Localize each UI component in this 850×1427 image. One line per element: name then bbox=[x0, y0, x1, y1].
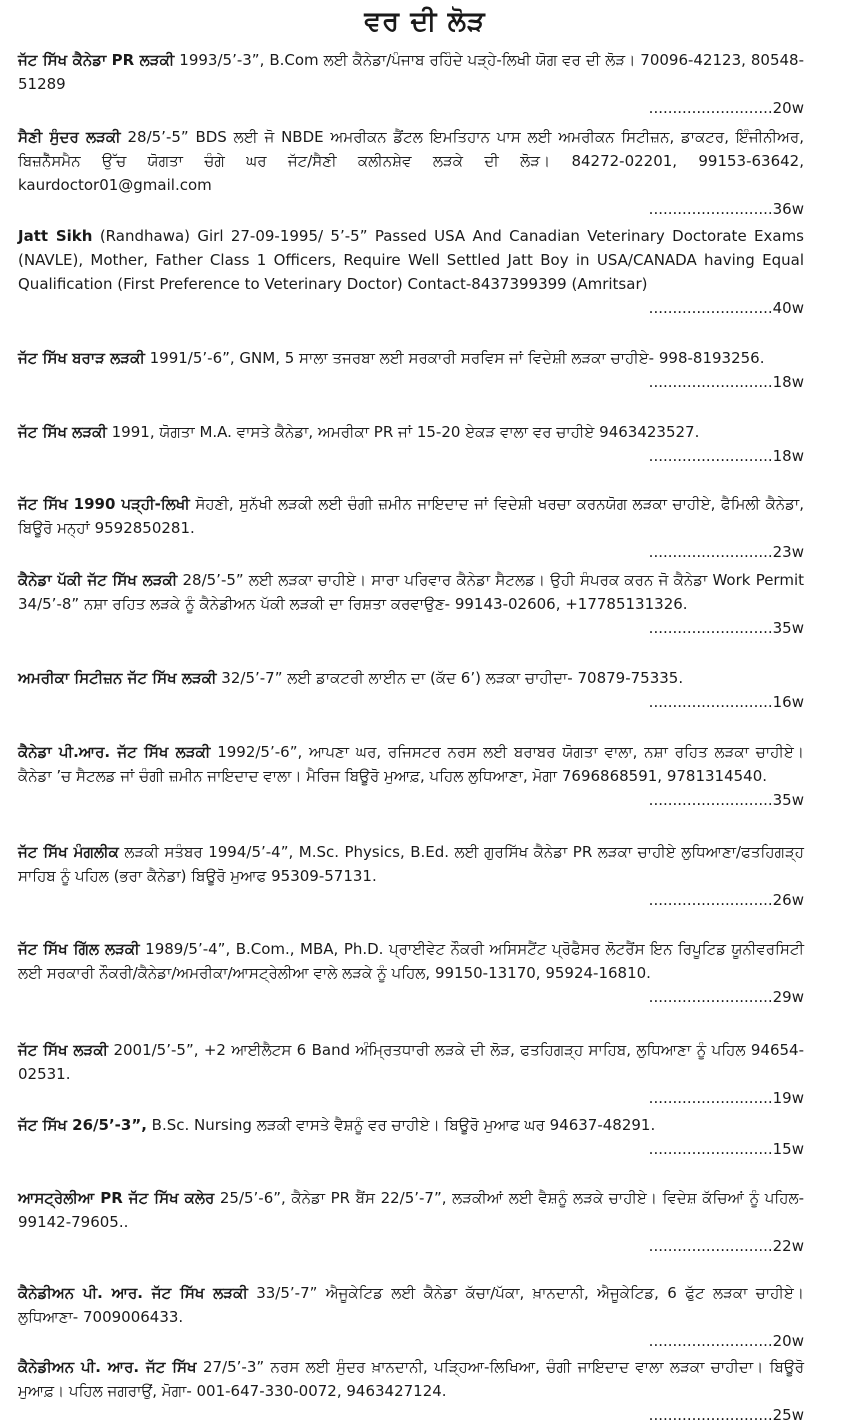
ad-heading: ਕੈਨੇਡੀਅਨ ਪੀ. ਆਰ. ਜੱਟ ਸਿੱਖ ਲੜਕੀ bbox=[18, 1284, 248, 1302]
ad-text: 1993/5’-3”, B.Com ਲਈ ਕੈਨੇਡਾ/ਪੰਜਾਬ ਰਹਿੰਦੇ ਪੜ੍ਹੇ-ਲਿਖੀ ਯੋਗ ਵਰ ਦੀ ਲੋੜ। 70096-42123, 80548-51289 bbox=[18, 51, 804, 93]
page-title: ਵਰ ਦੀ ਲੋੜ bbox=[364, 6, 486, 37]
ad-item bbox=[18, 937, 804, 1009]
ad-text: 1991/5’-6”, GNM, 5 ਸਾਲਾ ਤਜਰਬਾ ਲਈ ਸਰਕਾਰੀ ਸਰਵਿਸ ਜਾਂ ਵਿਦੇਸ਼ੀ ਲੜਕਾ ਚਾਹੀਏ- 998-8193256. bbox=[144, 349, 765, 367]
ad-heading: ਜੱਟ ਸਿੱਖ ਲੜਕੀ bbox=[18, 1041, 109, 1059]
ad-heading: ਜੱਟ ਸਿੱਖ ਲੜਕੀ bbox=[18, 423, 107, 441]
ad-item bbox=[18, 1038, 804, 1110]
ad-heading: ਜੱਟ ਸਿੱਖ 26/5’-3”, bbox=[18, 1116, 147, 1134]
ad-heading: ਜੱਟ ਸਿੱਖ ਕੈਨੇਡਾ PR ਲੜਕੀ bbox=[18, 51, 175, 69]
ad-code: ..........................23w bbox=[648, 543, 804, 561]
ad-code: ..........................36w bbox=[648, 200, 804, 218]
ad-code: ..........................15w bbox=[648, 1140, 804, 1158]
ad-code: ..........................35w bbox=[648, 619, 804, 637]
ad-text: 28/5’-5” ਲਈ ਲੜਕਾ ਚਾਹੀਏ। ਸਾਰਾ ਪਰਿਵਾਰ ਕੈਨੇਡਾ ਸੈਟਲਡ। ਉਹੀ ਸੰਪਰਕ ਕਰਨ ਜੋ ਕੈਨੇਡਾ Work Permit 34/5’-8” ਨਸ਼ਾ ਰਹਿਤ ਲੜਕੇ ਨੂੰ ਕੈਨੇਡੀਅਨ ਪੱਕੀ ਲੜਕੀ ਦਾ ਰਿਸ਼ਤਾ ਕਰਵਾਉਣ- 99143-02606, +17785131326. bbox=[18, 571, 804, 613]
ad-item bbox=[18, 568, 804, 640]
ad-text: 1989/5’-4”, B.Com., MBA, Ph.D. ਪ੍ਰਾਈਵੇਟ ਨੌਕਰੀ ਅਸਿਸਟੈਂਟ ਪ੍ਰੋਫੈਸਰ ਲੋਟਰੈਂਸ ਇਨ ਰਿਪੂਟਿਡ ਯੂਨੀਵਰਸਿਟੀ ਲਈ ਸਰਕਾਰੀ ਨੌਕਰੀ/ਕੈਨੇਡਾ/ਅਮਰੀਕਾ/ਆਸਟ੍ਰੇਲੀਆ ਵਾਲੇ ਲੜਕੇ ਨੂੰ ਪਹਿਲ, 99150-13170, 95924-16810. bbox=[18, 940, 805, 982]
ad-code: ..........................26w bbox=[648, 891, 804, 909]
ad-text: (Randhawa) Girl 27-09-1995/ 5’-5” Passed USA And Canadian Veterinary Doctorate Exams (NAVLE), Mother, Father Class 1 Officers, Require Well Settled Jatt Boy in USA/CANADA having Equal Qualification (First Preference to Veterinary Doctor) Contact-8437399399 (Amritsar) bbox=[18, 227, 804, 293]
ad-code: ..........................29w bbox=[648, 988, 804, 1006]
ad-item bbox=[18, 740, 804, 812]
ad-text: ਸੋਹਣੀ, ਸੁਨੱਖੀ ਲੜਕੀ ਲਈ ਚੰਗੀ ਜ਼ਮੀਨ ਜਾਇਦਾਦ ਜਾਂ ਵਿਦੇਸ਼ੀ ਖਰਚਾ ਕਰਨਯੋਗ ਲੜਕਾ ਚਾਹੀਏ, ਫੈਮਿਲੀ ਕੈਨੇਡਾ, ਬਿਊਰੋ ਮਨ੍ਹਾਂ 9592850281. bbox=[18, 495, 804, 537]
ad-code: ..........................40w bbox=[648, 299, 804, 317]
ad-text: B.Sc. Nursing ਲੜਕੀ ਵਾਸਤੇ ਵੈਸ਼ਨੂੰ ਵਰ ਚਾਹੀਏ। ਬਿਊਰੋ ਮੁਆਫ ਘਰ 94637-48291. bbox=[146, 1116, 656, 1134]
ad-text: 1991, ਯੋਗਤਾ M.A. ਵਾਸਤੇ ਕੈਨੇਡਾ, ਅਮਰੀਕਾ PR ਜਾਂ 15-20 ਏਕੜ ਵਾਲਾ ਵਰ ਚਾਹੀਏ 9463423527. bbox=[106, 423, 700, 441]
ad-text: 2001/5’-5”, +2 ਆਈਲੈਟਸ 6 Band ਅੰਮ੍ਰਿਤਧਾਰੀ ਲੜਕੇ ਦੀ ਲੋੜ, ਫਤਹਿਗੜ੍ਹ ਸਾਹਿਬ, ਲੁਧਿਆਣਾ ਨੂੰ ਪਹਿਲ 94654-02531. bbox=[18, 1041, 805, 1083]
ad-item bbox=[18, 125, 804, 221]
ad-text: ਲੜਕੀ ਸਤੰਬਰ 1994/5’-4”, M.Sc. Physics, B.Ed. ਲਈ ਗੁਰਸਿੱਖ ਕੈਨੇਡਾ PR ਲੜਕਾ ਚਾਹੀਏ ਲੁਧਿਆਣਾ/ਫਤਹਿਗੜ੍ਹ ਸਾਹਿਬ ਨੂੰ ਪਹਿਲ (ਭਰਾ ਕੈਨੇਡਾ) ਬਿਊਰੋ ਮੁਆਫ 95309-57131. bbox=[18, 843, 804, 885]
ad-heading: ਆਸਟ੍ਰੇਲੀਆ PR ਜੱਟ ਸਿੱਖ ਕਲੇਰ bbox=[18, 1189, 215, 1207]
ad-heading: ਜੱਟ ਸਿੱਖ ਗਿੱਲ ਲੜਕੀ bbox=[18, 940, 140, 958]
ad-item bbox=[18, 224, 804, 320]
ad-text: 32/5’-7” ਲਈ ਡਾਕਟਰੀ ਲਾਈਨ ਦਾ (ਕੱਦ 6’) ਲੜਕਾ ਚਾਹੀਦਾ- 70879-75335. bbox=[216, 669, 684, 687]
ad-heading: ਕੈਨੇਡੀਅਨ ਪੀ. ਆਰ. ਜੱਟ ਸਿੱਖ bbox=[18, 1358, 197, 1376]
ad-item bbox=[18, 420, 804, 468]
ad-code: ..........................19w bbox=[648, 1089, 804, 1107]
ad-text: 1992/5’-6”, ਆਪਣਾ ਘਰ, ਰਜਿਸਟਰ ਨਰਸ ਲਈ ਬਰਾਬਰ ਯੋਗਤਾ ਵਾਲਾ, ਨਸ਼ਾ ਰਹਿਤ ਲੜਕਾ ਚਾਹੀਏ। ਕੈਨੇਡਾ ’ਚ ਸੈਟਲਡ ਜਾਂ ਚੰਗੀ ਜ਼ਮੀਨ ਜਾਇਦਾਦ ਵਾਲਾ। ਮੈਰਿਜ ਬਿਊਰੋ ਮੁਆਫ਼, ਪਹਿਲ ਲੁਧਿਆਣਾ, ਮੋਗਾ 7696868591, 9781314540. bbox=[18, 743, 804, 785]
ad-item bbox=[18, 666, 804, 714]
ad-item bbox=[18, 840, 804, 912]
ad-heading: ਅਮਰੀਕਾ ਸਿਟੀਜ਼ਨ ਜੱਟ ਸਿੱਖ ਲੜਕੀ bbox=[18, 669, 217, 687]
ad-code: ..........................22w bbox=[648, 1237, 804, 1255]
ad-heading: ਕੈਨੇਡਾ ਪੱਕੀ ਜੱਟ ਸਿੱਖ ਲੜਕੀ bbox=[18, 571, 178, 589]
ad-code: ..........................20w bbox=[648, 1332, 804, 1350]
ad-item bbox=[18, 1355, 804, 1427]
ad-heading: Jatt Sikh bbox=[18, 227, 93, 245]
ad-heading: ਜੱਟ ਸਿੱਖ ਮੰਗਲੀਕ bbox=[18, 843, 119, 861]
ad-code: ..........................16w bbox=[648, 693, 804, 711]
ad-heading: ਕੈਨੇਡਾ ਪੀ.ਆਰ. ਜੱਟ ਸਿੱਖ ਲੜਕੀ bbox=[18, 743, 211, 761]
ad-text: 25/5’-6”, ਕੈਨੇਡਾ PR ਬੈਂਸ 22/5’-7”, ਲੜਕੀਆਂ ਲਈ ਵੈਸ਼ਨੂੰ ਲੜਕੇ ਚਾਹੀਏ। ਵਿਦੇਸ਼ ਕੱਚਿਆਂ ਨੂੰ ਪਹਿਲ- 99142-79605.. bbox=[18, 1189, 804, 1231]
ad-text: 27/5’-3” ਨਰਸ ਲਈ ਸੁੰਦਰ ਖ਼ਾਨਦਾਨੀ, ਪੜ੍ਹਿਆ-ਲਿਖਿਆ, ਚੰਗੀ ਜਾਇਦਾਦ ਵਾਲਾ ਲੜਕਾ ਚਾਹੀਦਾ। ਬਿਊਰੋ ਮੁਆਫ਼। ਪਹਿਲ ਜਗਰਾਉਂ, ਮੋਗਾ- 001-647-330-0072, 9463427124. bbox=[18, 1358, 804, 1400]
ad-item bbox=[18, 1113, 804, 1161]
ad-item bbox=[18, 346, 804, 394]
ad-heading: ਜੱਟ ਸਿੱਖ ਬਰਾੜ ਲੜਕੀ bbox=[18, 349, 145, 367]
ad-heading: ਸੈਣੀ ਸੁੰਦਰ ਲੜਕੀ bbox=[18, 128, 121, 146]
ad-code: ..........................35w bbox=[648, 791, 804, 809]
ad-text: 28/5’-5” BDS ਲਈ ਜੋ NBDE ਅਮਰੀਕਨ ਡੈਂਟਲ ਇਮਤਿਹਾਨ ਪਾਸ ਲਈ ਅਮਰੀਕਨ ਸਿਟੀਜ਼ਨ, ਡਾਕਟਰ, ਇੰਜੀਨੀਅਰ, ਬਿਜ਼ਨੈੱਸਮੈਨ ਉੱਚ ਯੋਗਤਾ ਚੰਗੇ ਘਰ ਜੱਟ/ਸੈਣੀ ਕਲੀਨਸ਼ੇਵ ਲੜਕੇ ਦੀ ਲੋੜ। 84272-02201, 99153-63642, kaurdoctor01@gmail.com bbox=[18, 128, 804, 194]
ad-code: ..........................20w bbox=[648, 99, 804, 117]
ad-item bbox=[18, 1186, 804, 1258]
ad-code: ..........................18w bbox=[648, 447, 804, 465]
ad-item bbox=[18, 48, 804, 120]
ad-item bbox=[18, 492, 804, 564]
ad-heading: ਜੱਟ ਸਿੱਖ 1990 ਪੜ੍ਹੀ-ਲਿਖੀ bbox=[18, 495, 190, 513]
ad-text: 33/5’-7” ਐਜੂਕੇਟਿਡ ਲਈ ਕੈਨੇਡਾ ਕੱਚਾ/ਪੱਕਾ, ਖ਼ਾਨਦਾਨੀ, ਐਜੂਕੇਟਿਡ, 6 ਫੁੱਟ ਲੜਕਾ ਚਾਹੀਏ। ਲੁਧਿਆਣਾ- 7009006433. bbox=[18, 1284, 804, 1326]
ad-code: ..........................18w bbox=[648, 373, 804, 391]
ad-code: ..........................25w bbox=[648, 1406, 804, 1424]
ad-item bbox=[18, 1281, 804, 1353]
